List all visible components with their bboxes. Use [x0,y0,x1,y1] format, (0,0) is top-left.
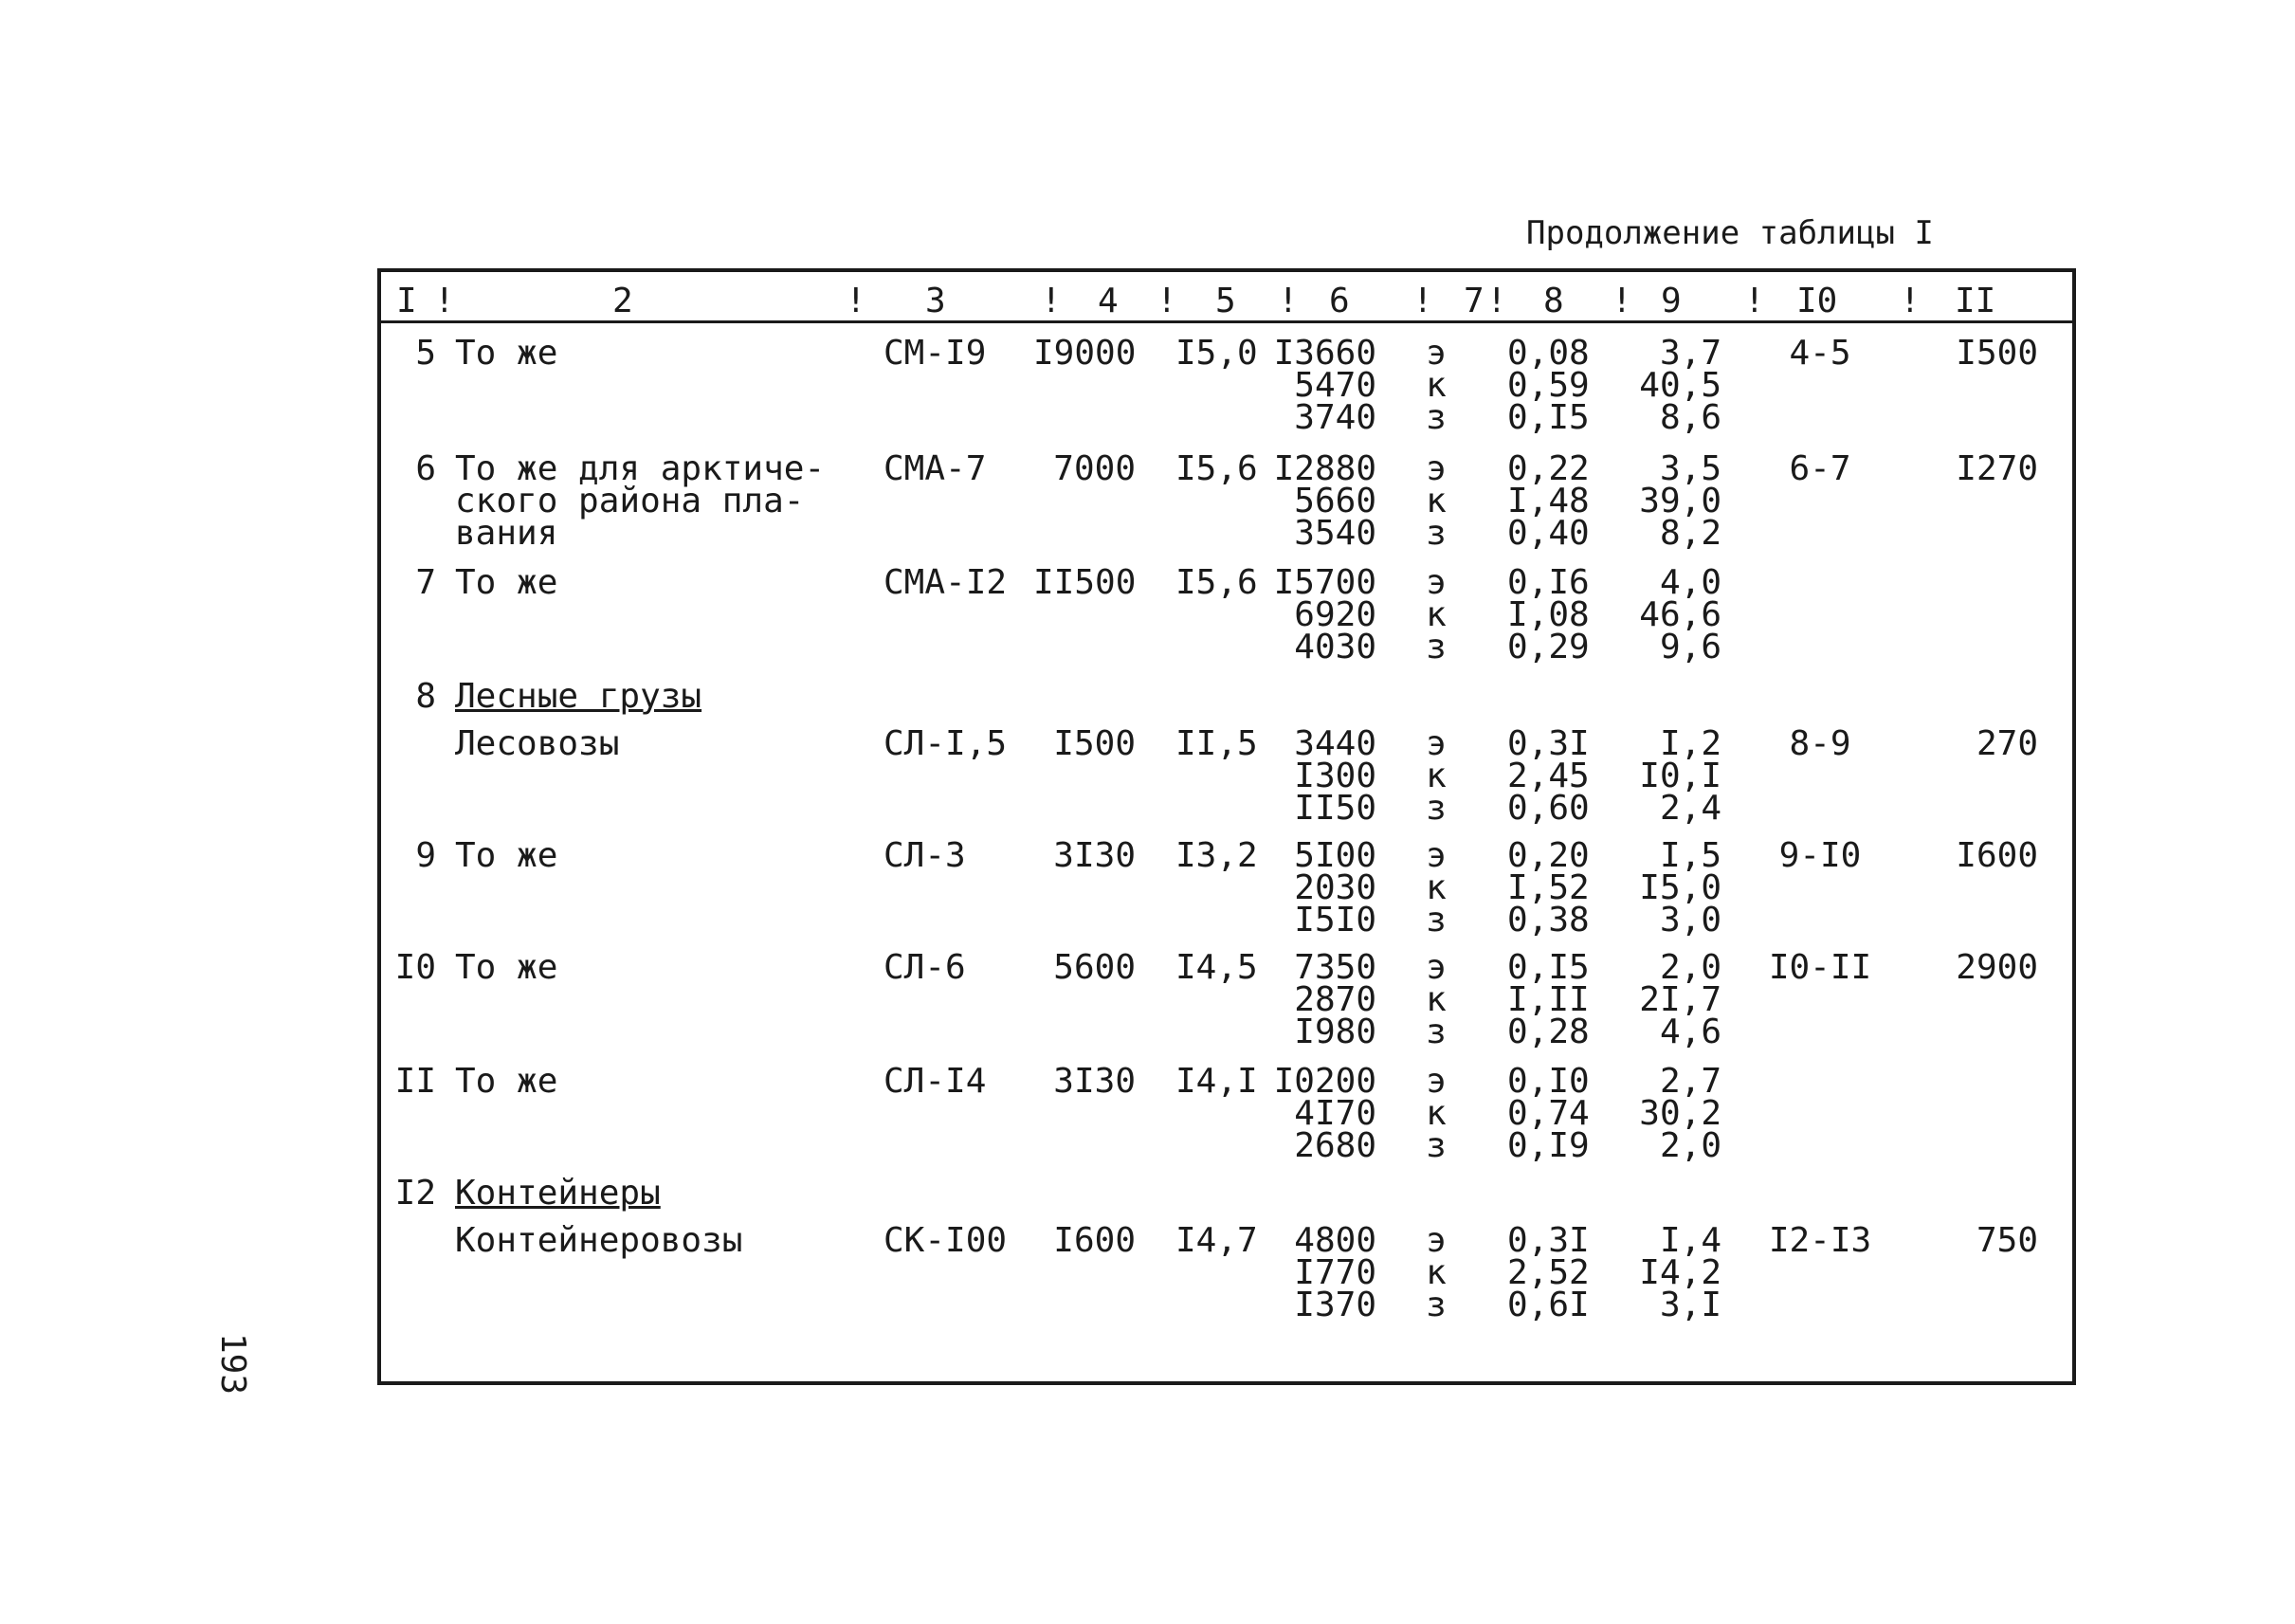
value-line: з [1426,789,1447,828]
value-line: 2,0 [1659,948,1721,987]
name-line: То же [455,1062,558,1101]
value-stack-c7 [1412,836,1460,940]
value-line: 3,5 [1659,449,1721,488]
value-line: 5I00 [1294,836,1376,875]
value-line: 39,0 [1639,482,1721,520]
header-col-10: I0 [1796,282,1838,320]
value-c5: I4,I [1175,1062,1258,1101]
value-line: 0,28 [1507,1013,1590,1051]
value-line: I,4 [1659,1221,1721,1260]
value-line: 46,6 [1639,595,1721,634]
name-line: То же [455,563,558,602]
header-sep: ! [1486,282,1507,320]
value-line: з [1426,1013,1447,1051]
value-line: з [1426,628,1447,666]
value-line: 0,59 [1507,366,1590,405]
cargo-name [455,334,834,373]
value-line: 0,I9 [1507,1126,1590,1165]
value-c11: 750 [1976,1221,2038,1260]
vessel-type: СМА-I2 [883,563,1008,602]
vessel-type: СЛ-I,5 [883,724,1008,763]
vessel-type: СЛ-I4 [883,1062,987,1101]
value-line: з [1426,1126,1447,1165]
value-c11: I270 [1956,449,2038,488]
row-number: 6 [415,449,436,488]
value-c11: I500 [1956,334,2038,373]
value-stack-c8 [1507,1062,1612,1165]
value-stack-c9 [1612,334,1721,437]
value-stack-c6 [1270,563,1376,666]
value-stack-c6 [1270,449,1376,553]
value-line: к [1426,868,1447,907]
value-line: к [1426,757,1447,795]
value-stack-c8 [1507,948,1612,1051]
row-number: 5 [415,334,436,373]
value-line: э [1426,334,1447,373]
value-stack-c7 [1412,449,1460,553]
vessel-type: СМА-7 [883,449,987,488]
value-c11: 270 [1976,724,2038,763]
value-c11: 2900 [1956,948,2038,987]
cargo-name [455,563,834,602]
value-line: I0200 [1273,1062,1376,1101]
value-line: к [1426,482,1447,520]
name-line: ского района пла- [455,482,805,520]
value-c4: I600 [1053,1221,1136,1260]
value-line: 0,38 [1507,901,1590,940]
value-stack-c8 [1507,449,1612,553]
value-line: I5700 [1273,563,1376,602]
value-line: э [1426,563,1447,602]
cargo-name [455,1221,834,1260]
value-line: 0,I6 [1507,563,1590,602]
value-line: 9,6 [1659,628,1721,666]
value-line: 3,7 [1659,334,1721,373]
value-c10: 9-I0 [1778,836,1862,875]
value-line: 8,6 [1659,398,1721,437]
value-line: 4,0 [1659,563,1721,602]
value-c10: I2-I3 [1768,1221,1872,1260]
value-line: э [1426,836,1447,875]
value-stack-c7 [1412,1062,1460,1165]
value-line: 40,5 [1639,366,1721,405]
value-c5: I5,6 [1175,449,1258,488]
header-col-9: 9 [1661,282,1682,320]
value-line: 4I70 [1294,1094,1376,1133]
header-col-8: 8 [1543,282,1564,320]
header-sep: ! [1612,282,1632,320]
value-stack-c9 [1612,1221,1721,1324]
value-line: 0,3I [1507,724,1590,763]
name-line: То же [455,836,558,875]
cargo-name [455,836,834,875]
value-line: 2I,7 [1639,980,1721,1019]
value-stack-c7 [1412,724,1460,828]
value-c11: I600 [1956,836,2038,875]
value-line: 0,6I [1507,1286,1590,1324]
value-line: 0,3I [1507,1221,1590,1260]
row-number: I2 [394,1174,436,1213]
value-line: I4,2 [1639,1253,1721,1292]
value-line: 2680 [1294,1126,1376,1165]
name-line: То же для арктиче- [455,449,826,488]
value-line: 2,4 [1659,789,1721,828]
value-line: 0,22 [1507,449,1590,488]
vessel-type: СЛ-3 [883,836,966,875]
header-col-2: 2 [612,282,633,320]
value-line: I980 [1294,1013,1376,1051]
name-line: вания [455,514,558,553]
value-c5: I5,0 [1175,334,1258,373]
value-line: 0,I0 [1507,1062,1590,1101]
value-stack-c6 [1270,836,1376,940]
table-frame [377,268,2076,1385]
value-line: 8,2 [1659,514,1721,553]
value-line: 0,I5 [1507,398,1590,437]
value-c4: 3I30 [1053,1062,1136,1101]
header-sep: ! [1041,282,1062,320]
cargo-name [455,1062,834,1101]
section-heading: Контейнеры [455,1174,661,1213]
value-line: 2030 [1294,868,1376,907]
value-line: 6920 [1294,595,1376,634]
vessel-type: СЛ-6 [883,948,966,987]
value-line: 30,2 [1639,1094,1721,1133]
value-line: I,5 [1659,836,1721,875]
value-c4: II500 [1033,563,1137,602]
value-line: 0,60 [1507,789,1590,828]
value-stack-c7 [1412,1221,1460,1324]
value-line: к [1426,1094,1447,1133]
value-c5: I4,7 [1175,1221,1258,1260]
value-line: 3440 [1294,724,1376,763]
name-line: Контейнеровозы [455,1221,743,1260]
value-c4: 7000 [1053,449,1136,488]
value-c10: 8-9 [1789,724,1851,763]
value-line: 3,0 [1659,901,1721,940]
page-number: 193 [213,1332,253,1396]
value-line: 3740 [1294,398,1376,437]
value-stack-c6 [1270,1221,1376,1324]
value-stack-c6 [1270,1062,1376,1165]
value-line: з [1426,514,1447,553]
value-line: э [1426,724,1447,763]
value-line: к [1426,1253,1447,1292]
header-col-5: 5 [1215,282,1236,320]
value-stack-c8 [1507,836,1612,940]
value-line: I,II [1507,980,1590,1019]
row-number: 8 [415,677,436,716]
value-line: 2,52 [1507,1253,1590,1292]
value-stack-c8 [1507,334,1612,437]
value-line: 0,29 [1507,628,1590,666]
vessel-type: СК-I00 [883,1221,1008,1260]
value-line: э [1426,948,1447,987]
value-line: 4,6 [1659,1013,1721,1051]
value-line: 3,I [1659,1286,1721,1324]
value-line: I370 [1294,1286,1376,1324]
row-number: II [394,1062,436,1101]
value-stack-c7 [1412,563,1460,666]
value-c5: II,5 [1175,724,1258,763]
header-col-6: 6 [1329,282,1350,320]
value-line: I,08 [1507,595,1590,634]
value-line: I,2 [1659,724,1721,763]
value-line: 0,I5 [1507,948,1590,987]
value-stack-c8 [1507,1221,1612,1324]
value-line: I5,0 [1639,868,1721,907]
value-line: з [1426,901,1447,940]
value-line: I770 [1294,1253,1376,1292]
value-c4: I9000 [1033,334,1137,373]
name-line: Лесовозы [455,724,620,763]
header-sep: ! [1157,282,1177,320]
value-line: 5470 [1294,366,1376,405]
cargo-name [455,948,834,987]
value-stack-c6 [1270,724,1376,828]
row-number: I0 [394,948,436,987]
value-c10: 6-7 [1789,449,1851,488]
value-stack-c8 [1507,563,1612,666]
value-stack-c6 [1270,334,1376,437]
value-line: 2870 [1294,980,1376,1019]
value-line: 2,7 [1659,1062,1721,1101]
value-line: 7350 [1294,948,1376,987]
value-c4: 5600 [1053,948,1136,987]
value-stack-c6 [1270,948,1376,1051]
value-line: з [1426,398,1447,437]
value-stack-c9 [1612,724,1721,828]
value-line: I3660 [1273,334,1376,373]
vessel-type: СМ-I9 [883,334,987,373]
cargo-name [455,724,834,763]
value-stack-c7 [1412,948,1460,1051]
value-line: I,48 [1507,482,1590,520]
section-heading: Лесные грузы [455,677,702,716]
value-stack-c9 [1612,836,1721,940]
value-c4: I500 [1053,724,1136,763]
value-stack-c9 [1612,563,1721,666]
name-line: То же [455,334,558,373]
header-col-3: 3 [925,282,946,320]
value-c5: I4,5 [1175,948,1258,987]
value-c10: 4-5 [1789,334,1851,373]
header-col-7: 7 [1464,282,1484,320]
value-line: I5I0 [1294,901,1376,940]
header-sep: ! [434,282,455,320]
header-sep: ! [1278,282,1299,320]
value-c4: 3I30 [1053,836,1136,875]
value-line: 0,74 [1507,1094,1590,1133]
value-line: I2880 [1273,449,1376,488]
value-stack-c8 [1507,724,1612,828]
header-col-1: I [396,282,417,320]
value-line: 5660 [1294,482,1376,520]
value-c5: I5,6 [1175,563,1258,602]
header-col-11: II [1955,282,1996,320]
value-line: 2,45 [1507,757,1590,795]
header-sep: ! [1744,282,1765,320]
value-line: э [1426,1062,1447,1101]
value-line: э [1426,449,1447,488]
value-c5: I3,2 [1175,836,1258,875]
cargo-name [455,449,834,553]
header-col-4: 4 [1098,282,1119,320]
value-line: 4030 [1294,628,1376,666]
value-stack-c7 [1412,334,1460,437]
value-line: к [1426,980,1447,1019]
value-line: э [1426,1221,1447,1260]
value-line: 4800 [1294,1221,1376,1260]
value-line: II50 [1294,789,1376,828]
table-caption: Продолжение таблицы I [1526,214,1934,252]
row-number: 7 [415,563,436,602]
value-line: 3540 [1294,514,1376,553]
name-line: То же [455,948,558,987]
value-line: I0,I [1639,757,1721,795]
value-line: 2,0 [1659,1126,1721,1165]
value-line: I300 [1294,757,1376,795]
value-line: 0,08 [1507,334,1590,373]
header-divider [379,320,2074,323]
value-line: з [1426,1286,1447,1324]
value-line: 0,20 [1507,836,1590,875]
value-c10: I0-II [1768,948,1872,987]
value-line: I,52 [1507,868,1590,907]
row-number: 9 [415,836,436,875]
value-line: 0,40 [1507,514,1590,553]
value-stack-c9 [1612,948,1721,1051]
value-stack-c9 [1612,1062,1721,1165]
value-line: к [1426,595,1447,634]
value-line: к [1426,366,1447,405]
header-sep: ! [1412,282,1433,320]
header-sep: ! [1900,282,1921,320]
value-stack-c9 [1612,449,1721,553]
header-sep: ! [846,282,866,320]
